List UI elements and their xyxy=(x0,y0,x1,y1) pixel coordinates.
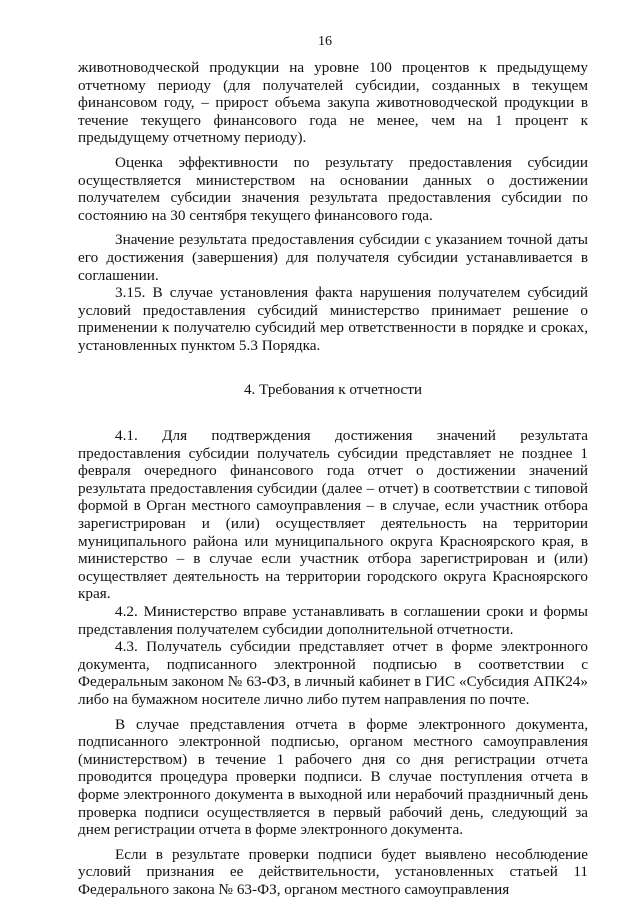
paragraph-signature-invalid: Если в результате проверки подписи будет выявлено несоблюдение условий признания ее действительности, установленных статьей 11 Федерального закона № 63-ФЗ, органом местного самоуправления xyxy=(78,845,588,898)
paragraph-4-2: 4.2. Министерство вправе устанавливать в соглашении сроки и формы представления получателем субсидии дополнительной отчетности. xyxy=(78,603,588,638)
paragraph-continuation: животноводческой продукции на уровне 100 процентов к предыдущему отчетному периоду (для получателей субсидии, созданных в текущем финансовом году, – прирост объема закупа животноводческой продукции в течение текущего финансового года не менее, чем на 1 процент к предыдущему отчетному периоду). xyxy=(78,59,588,147)
page-number: 16 xyxy=(318,34,332,49)
paragraph-signature-check: В случае представления отчета в форме электронного документа, подписанного электронной подписью, органом местного самоуправления (министерством) в течение 1 рабочего дня со дня регистрации отчета проводится процедура проверки подписи. В случае поступления отчета в форме электронного документа в выходной или нерабочий праздничный день проверка подписи осуществляется в первый рабочий день, следующий за днем регистрации отчета в форме электронного документа. xyxy=(78,715,588,839)
paragraph-efficiency-assessment: Оценка эффективности по результату предоставления субсидии осуществляется министерством на основании данных о достижении получателем субсидии значения результата предоставления субсидии по состоянию на 30 сентября текущего финансового года. xyxy=(78,153,588,224)
paragraph-result-value: Значение результата предоставления субсидии с указанием точной даты его достижения (завершения) для получателя субсидии устанавливается в соглашении. xyxy=(78,231,588,284)
section-heading: 4. Требования к отчетности xyxy=(243,380,423,398)
paragraph-4-1: 4.1. Для подтверждения достижения значений результата предоставления субсидии получатель субсидии представляет не позднее 1 февраля очередного финансового года отчет о достижении значений результата предоставления субсидии (далее – отчет) в соответствии с типовой формой в Орган местного самоуправления – в случае, если участник отбора зарегистрирован и (или) осуществляет деятельность на территории муниципального района или муниципального округа Красноярского края, в министерство – в случае если участник отбора зарегистрирован и (или) осуществляет деятельность на территории городского округа Красноярского края. xyxy=(78,427,588,603)
paragraph-4-3: 4.3. Получатель субсидии представляет отчет в форме электронного документа, подписанного электронной подписью в соответствии с Федеральным законом № 63-ФЗ, в личный кабинет в ГИС «Субсидия АПК24» либо на бумажном носителе лично либо путем направления по почте. xyxy=(78,638,588,708)
document-body xyxy=(78,59,588,899)
paragraph-3-15: 3.15. В случае установления факта нарушения получателем субсидий условий предоставления субсидий министерство принимает решение о применении к получателю субсидий мер ответственности в порядке и сроках, установленных пунктом 5.3 Порядка. xyxy=(78,284,588,354)
